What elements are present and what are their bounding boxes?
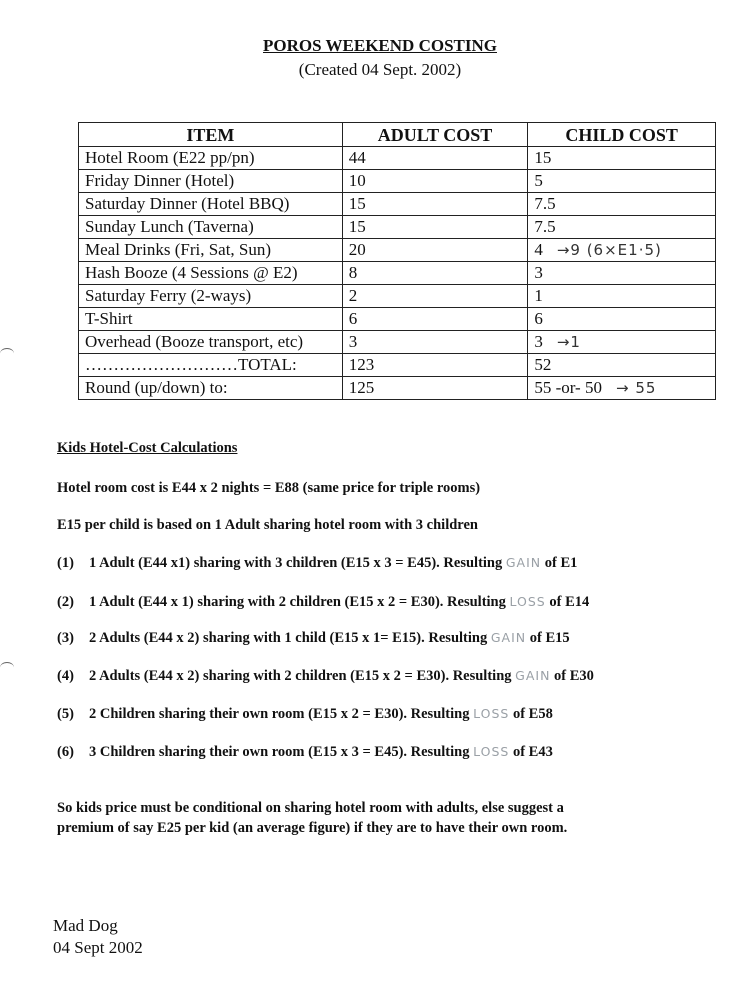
result-amount: of E14 [549,594,590,610]
calc-item-text: 2 Adults (E44 x 2) sharing with 2 children (E15 x 2 = E30). Resulting [89,668,512,684]
calc-item-text: 3 Children sharing their own room (E15 x 3 = E45). Resulting [89,744,470,760]
child-cost-cell [528,377,716,400]
punch-hole-mark [0,662,14,673]
calc-item [57,668,594,685]
calc-item-number: (1) [57,555,74,571]
signature-date: 04 Sept 2002 [53,938,143,957]
calc-item-number: (5) [57,706,74,722]
calc-item-number: (6) [57,744,74,760]
calc-item-text: 2 Adults (E44 x 2) sharing with 1 child (E15 x 1= E15). Resulting [89,630,488,646]
table-row [79,193,716,216]
child-cost-value: 3 [534,332,543,351]
table-row [79,354,716,377]
table-row [79,147,716,170]
hotel-cost-line: Hotel room cost is E44 x 2 nights = E88 (same price for triple rooms) [57,480,481,496]
result-kind: GAIN [515,668,551,683]
calc-item [57,594,589,611]
result-kind: GAIN [490,630,527,645]
child-cost-cell [528,170,716,193]
child-basis-line: E15 per child is based on 1 Adult sharing hotel room with 3 children [57,517,478,533]
result-amount: of E15 [529,630,570,646]
child-cost-cell [528,239,716,262]
adult-cost-cell: 125 [342,377,528,400]
page-subtitle: (Created 04 Sept. 2002) [298,60,462,79]
table-row [79,262,716,285]
table-row [79,331,716,354]
result-amount: of E30 [554,668,594,684]
item-cell: Round (up/down) to: [79,377,343,400]
table-row [79,170,716,193]
child-cost-value: 6 [534,309,543,328]
calc-item [57,744,553,761]
item-cell: Saturday Dinner (Hotel BBQ) [79,193,343,216]
child-cost-cell [528,147,716,170]
calc-item-text: 2 Children sharing their own room (E15 x 2 = E30). Resulting [89,706,470,722]
adult-cost-cell: 20 [342,239,528,262]
adult-cost-cell: 44 [342,147,528,170]
calc-item-number: (3) [57,630,74,646]
column-header-adult: ADULT COST [342,123,528,147]
item-cell: T-Shirt [79,308,343,331]
child-cost-value: 5 [534,171,543,190]
result-amount: of E1 [544,555,578,571]
calc-item-number: (2) [57,594,74,610]
adult-cost-cell: 123 [342,354,528,377]
handwritten-annotation: →9 (6×E1·5) [556,241,662,259]
adult-cost-cell: 8 [342,262,528,285]
signature-name: Mad Dog [53,916,118,935]
calc-item-text: 1 Adult (E44 x1) sharing with 3 children (E15 x 3 = E45). Resulting [89,555,503,571]
table-header-row [79,123,716,147]
child-cost-cell [528,354,716,377]
child-cost-value: 3 [534,263,543,282]
item-cell: Friday Dinner (Hotel) [79,170,343,193]
child-cost-cell [528,262,716,285]
adult-cost-cell: 15 [342,193,528,216]
calc-item [57,555,577,572]
calc-heading: Kids Hotel-Cost Calculations [57,440,238,456]
item-cell: Hotel Room (E22 pp/pn) [79,147,343,170]
column-header-child: CHILD COST [528,123,716,147]
table-row [79,308,716,331]
result-amount: of E58 [512,706,553,722]
result-kind: LOSS [473,706,510,721]
adult-cost-cell: 10 [342,170,528,193]
child-cost-value: 4 [534,240,543,259]
result-kind: LOSS [473,744,510,759]
costing-table [78,122,716,400]
item-cell: Saturday Ferry (2-ways) [79,285,343,308]
handwritten-annotation: →1 [556,333,581,351]
result-kind: LOSS [509,594,546,609]
child-cost-value: 7.5 [534,217,556,236]
calc-item-text: 1 Adult (E44 x 1) sharing with 2 children (E15 x 2 = E30). Resulting [89,594,506,610]
child-cost-cell [528,193,716,216]
conclusion-line-1: So kids price must be conditional on sharing hotel room with adults, else suggest a [57,800,564,816]
item-cell: Hash Booze (4 Sessions @ E2) [79,262,343,285]
item-cell: Overhead (Booze transport, etc) [79,331,343,354]
table-row [79,285,716,308]
conclusion-line-2: premium of say E25 per kid (an average figure) if they are to have their own room. [57,820,568,836]
child-cost-cell [528,216,716,239]
table-row [79,377,716,400]
result-kind: GAIN [505,555,542,570]
child-cost-value: 55 -or- 50 [534,378,602,397]
table-row [79,216,716,239]
adult-cost-cell: 6 [342,308,528,331]
child-cost-cell [528,285,716,308]
child-cost-cell [528,308,716,331]
adult-cost-cell: 3 [342,331,528,354]
calc-item [57,706,553,723]
calc-item-number: (4) [57,668,74,684]
column-header-item: ITEM [79,123,343,147]
page-title: POROS WEEKEND COSTING [263,36,497,55]
item-cell: Sunday Lunch (Taverna) [79,216,343,239]
calc-item [57,630,570,647]
table-row [79,239,716,262]
adult-cost-cell: 2 [342,285,528,308]
item-cell: ………………………TOTAL: [79,354,343,377]
punch-hole-mark [0,348,14,359]
child-cost-value: 1 [534,286,543,305]
item-cell: Meal Drinks (Fri, Sat, Sun) [79,239,343,262]
child-cost-value: 15 [534,148,552,167]
result-amount: of E43 [512,744,553,760]
child-cost-value: 7.5 [534,194,556,213]
handwritten-annotation: → 55 [615,379,657,397]
child-cost-value: 52 [534,355,552,374]
adult-cost-cell: 15 [342,216,528,239]
child-cost-cell [528,331,716,354]
